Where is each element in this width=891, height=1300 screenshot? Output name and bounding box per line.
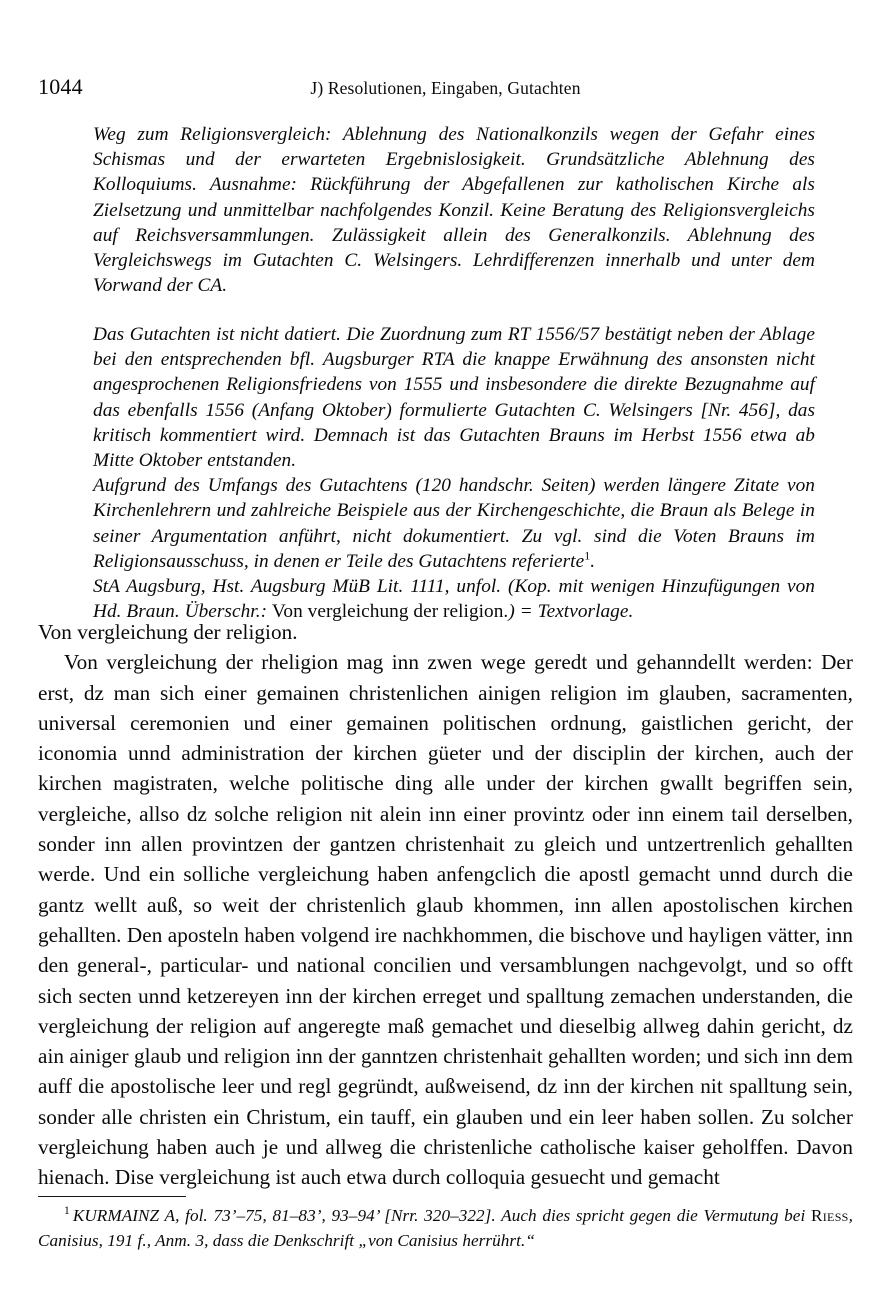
regest-source-pre: StA Augsburg, Hst. Augsburg MüB Lit. 1111, unfol. (Kop. mit wenigen Hinzufügungen von Hd. Braun. Überschr.: bbox=[93, 576, 815, 623]
running-title: J) Resolutionen, Eingaben, Gutachten bbox=[310, 78, 581, 98]
regest-source-post: Textvorlage. bbox=[537, 601, 634, 623]
regest-source-heading-quote: Von vergleichung der religion. bbox=[271, 601, 509, 623]
regest-note-scope bbox=[93, 473, 815, 574]
regest-note-scope-tail: . bbox=[590, 550, 596, 572]
regest-apparatus-block bbox=[93, 322, 815, 624]
footnote-text-part1: KURMAINZ A, fol. 73’–75, 81–83’, 93–94’ [Nrr. 320–322]. Auch dies spricht gegen die Vermutung bei bbox=[72, 1206, 811, 1225]
footnote-author-name: Riess bbox=[811, 1206, 849, 1225]
regest-note-dating: Das Gutachten ist nicht datiert. Die Zuordnung zum RT 1556/57 bestätigt neben der Ablage bei den entsprechenden bfl. Augsburger RTA die knappe Erwähnung des ansonsten nicht angesprochenen Religionsfriedens von 1555 und insbesondere die direkte Bezugnahme auf das ebenfalls 1556 (Anfang Oktober) formulierte Gutachten C. Welsingers [Nr. 456], das kritisch kommentiert wird. Demnach ist das Gutachten Brauns im Herbst 1556 etwa ab Mitte Oktober entstanden. bbox=[93, 324, 815, 472]
document-paragraph: Von vergleichung der rheligion mag inn zwen wege geredt und gehanndellt werden: Der erst, dz man sich einer gemainen christenlichen ainigen religion im glauben, sacramenten, universal ceremonien und einer gemainen politischen ordnung, gaistlichen gericht, der iconomia unnd administration der kirchen güeter und der disciplin der kirchen, auch der kirchen magistraten, welche politische ding alle under der kirchen gwallt begriffen sein, vergleiche, allso dz solche religion nit alein inn einer provintz oder inn einem tail derselben, sonder inn allen provintzen der gantzen christenhait zu gleich und untzertrenlich gehallten werde. Und ein solliche vergleichung haben anfengclich die apostl gemacht unnd durch die gantz wellt auß, so weit der christenlich glaub khommen, inn allen apostolischen kirchen gehallten. Den aposteln haben volgend ire nachkhommen, die bischove und hayligen vätter, inn den general-, particular- und national concilien und versamblungen nachgevolgt, und so offt sich secten unnd ketzereyen inn der kirchen erreget und spalltung zemachen understanden, die vergleichung der religion auf angeregte maß gemachet und dieselbig allweg dahin gericht, dz ain ainiger glaub und religion inn der ganntzen christenhait gehallten worden; und sich inn dem auff die apostolische leer und regl gegründt, außweisend, dz inn der kirchen nit spalltung sein, sonder alle christen ein Christum, ein tauff, ein glauben und ein leer haben sollen. Zu solcher vergleichung haben auch je und allweg die christenliche catholische kaiser geholffen. Davon hienach. Dise vergleichung ist auch etwa durch colloquia gesuecht und gemacht bbox=[38, 650, 853, 1190]
regest-summary-block bbox=[93, 122, 815, 298]
document-heading: Von vergleichung der religion. bbox=[38, 620, 298, 644]
footnote-1 bbox=[38, 1204, 853, 1253]
footnote-text-part2: , Canisius, 191 f., Anm. 3, dass die Denkschrift „von Canisius herrührt.“ bbox=[38, 1206, 853, 1250]
regest-summary: Weg zum Religionsvergleich: Ablehnung des Nationalkonzils wegen der Gefahr eines Schismas und der erwarteten Ergebnislosigkeit. Grundsätzliche Ablehnung des Kolloquiums. Ausnahme: Rückführung der Abgefallenen zur katholischen Kirche als Zielsetzung und unmittelbar nachfolgendes Konzil. Keine Beratung des Religionsvergleichs auf Reichsversammlungen. Zulässigkeit allein des Generalkonzils. Ablehnung des Vergleichswegs im Gutachten C. Welsingers. Lehrdifferenzen innerhalb und unter dem Vorwand der CA. bbox=[93, 124, 815, 297]
page-number: 1044 bbox=[38, 74, 83, 99]
footnote-number: 1 bbox=[64, 1205, 70, 1218]
footnote-reference-1[interactable]: 1 bbox=[584, 548, 591, 563]
footnote-separator-rule bbox=[38, 1196, 186, 1197]
regest-source-mid: ) = bbox=[508, 601, 538, 623]
main-text bbox=[38, 617, 853, 1193]
regest-note-scope-text: Aufgrund des Umfangs des Gutachtens (120 handschr. Seiten) werden längere Zitate von Kirchenlehrern und zahlreiche Beispiele aus der Kirchengeschichte, die Braun als Belege in seiner Argumentation anführt, nicht dokumentiert. Zu vgl. sind die Voten Brauns im Religionsausschuss, in denen er Teile des Gutachtens referierte bbox=[93, 475, 815, 572]
footnote-area bbox=[38, 1196, 853, 1253]
running-head bbox=[38, 74, 853, 100]
